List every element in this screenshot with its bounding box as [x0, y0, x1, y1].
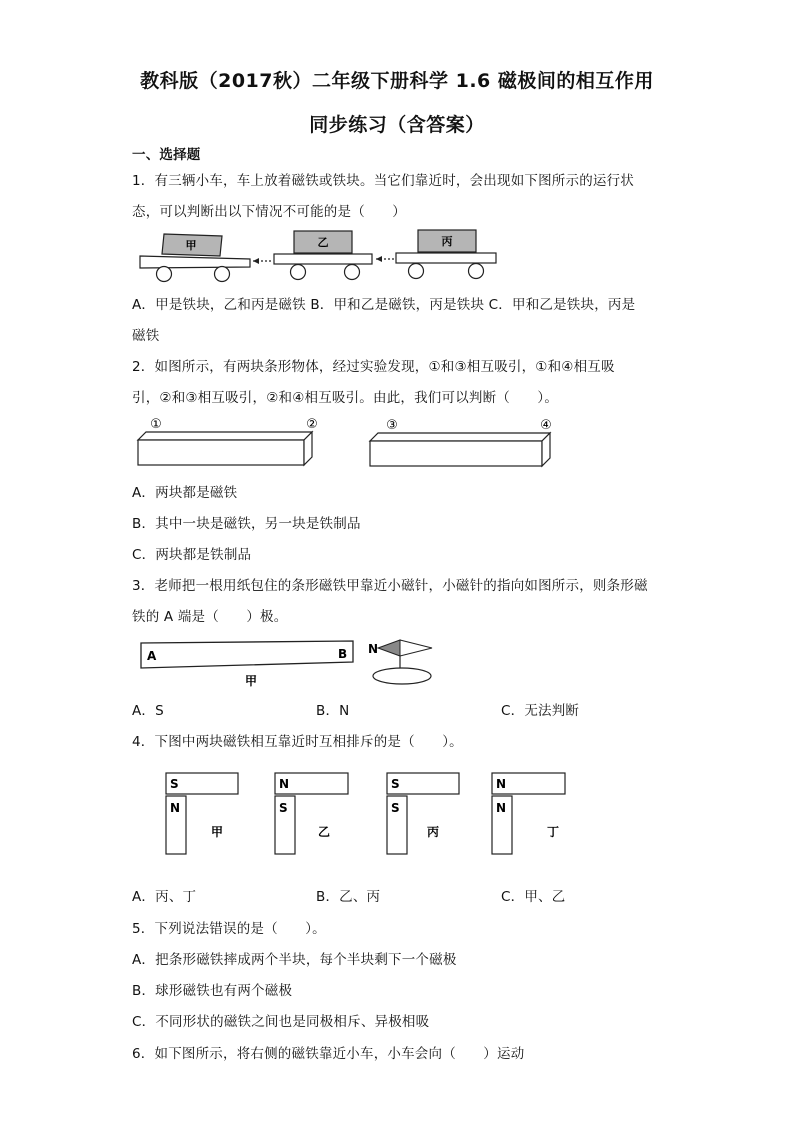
- car-jia-body: [140, 256, 250, 268]
- bar-left-top: [138, 432, 312, 440]
- magnet-pair-yi: [275, 773, 348, 854]
- car-bing-wheel: [469, 264, 484, 279]
- car-bing-body: [396, 253, 496, 263]
- bar-right-front: [370, 441, 542, 466]
- car-yi-wheel: [345, 265, 360, 280]
- q3-option-b: B．N: [316, 703, 350, 719]
- pair-yi-label: 乙: [317, 825, 331, 839]
- magnet-end-b: B: [338, 647, 348, 661]
- q4-magnets-figure: [160, 770, 590, 860]
- bar-left-front: [138, 440, 304, 465]
- q5-option-b: B．球形磁铁也有两个磁极: [132, 983, 293, 999]
- q4-option-a: A．丙、丁: [132, 889, 197, 905]
- q2-stem-line-1: 2．如图所示，有两块条形物体，经过实验发现，①和③相互吸引，①和④相互吸: [132, 359, 615, 375]
- q6-stem: 6．如下图所示，将右侧的磁铁靠近小车，小车会向（ ）运动: [132, 1046, 525, 1062]
- magnet-pair-bing: [387, 773, 459, 854]
- label-1: ①: [150, 417, 162, 432]
- bar-right-top: [370, 433, 550, 441]
- q2-bars-figure: [134, 414, 564, 470]
- q3-option-a: A．S: [132, 703, 164, 719]
- pair-bing-top-pole: S: [391, 777, 400, 791]
- q5-option-a: A．把条形磁铁摔成两个半块，每个半块剩下一个磁极: [132, 952, 457, 968]
- needle-north: [378, 640, 400, 656]
- bar-left: [138, 432, 312, 465]
- pair-ding-top-pole: N: [496, 777, 507, 791]
- label-4: ④: [540, 418, 552, 433]
- page-title-line-2: 同步练习（含答案）: [309, 114, 485, 136]
- q4-option-c: C．甲、乙: [501, 889, 566, 905]
- q1-arrow-1-head: [253, 258, 259, 264]
- q4-option-b: B．乙、丙: [316, 889, 381, 905]
- section-heading-choice: 一、选择题: [132, 147, 201, 163]
- q1-options-line-2: 磁铁: [132, 328, 160, 344]
- pair-jia-bottom-pole: N: [170, 801, 181, 815]
- pair-jia-top-pole: S: [170, 777, 179, 791]
- magnet-end-a: A: [147, 649, 157, 663]
- q2-option-a: A．两块都是磁铁: [132, 485, 238, 501]
- q1-options-line-1: A．甲是铁块，乙和丙是磁铁 B．甲和乙是磁铁，丙是铁块 C．甲和乙是铁块，丙是: [132, 297, 636, 313]
- car-bing-wheel: [409, 264, 424, 279]
- pair-ding-label: 丁: [546, 825, 560, 839]
- label-2: ②: [306, 417, 318, 432]
- q5-stem: 5．下列说法错误的是（ ）。: [132, 921, 326, 937]
- magnet-jia-label: 甲: [244, 674, 258, 688]
- q4-stem: 4．下图中两块磁铁相互靠近时互相排斥的是（ ）。: [132, 734, 463, 750]
- needle-south: [400, 640, 432, 656]
- car-yi-wheel: [291, 265, 306, 280]
- car-jia-wheel: [157, 267, 172, 282]
- magnet-pair-jia: [166, 773, 238, 854]
- q1-arrow-2-head: [376, 256, 382, 262]
- car-jia-wheel: [215, 267, 230, 282]
- car-yi-label: 乙: [317, 236, 329, 249]
- car-yi-body: [274, 254, 372, 264]
- pair-bing-label: 丙: [426, 825, 440, 839]
- pair-bing-bottom-pole: S: [391, 801, 400, 815]
- label-3: ③: [386, 418, 398, 433]
- needle-n-label: N: [368, 642, 379, 656]
- q2-option-b: B．其中一块是磁铁，另一块是铁制品: [132, 516, 361, 532]
- car-bing: [396, 230, 496, 279]
- q1-stem-line-2: 态，可以判断出以下情况不可能的是（ ）: [132, 204, 406, 220]
- q3-magnet-figure: [138, 634, 438, 690]
- pair-ding-bottom-pole: N: [496, 801, 507, 815]
- q1-cars-figure: [136, 226, 498, 284]
- q3-option-c: C．无法判断: [501, 703, 580, 719]
- pair-jia-label: 甲: [210, 825, 224, 839]
- bar-right: [370, 433, 550, 466]
- q3-stem-line-2: 铁的 A 端是（ ）极。: [132, 609, 288, 625]
- q5-option-c: C．不同形状的磁铁之间也是同极相斥、异极相吸: [132, 1014, 430, 1030]
- q2-option-c: C．两块都是铁制品: [132, 547, 252, 563]
- car-yi: [274, 231, 372, 280]
- car-jia: [140, 234, 250, 282]
- magnet-jia: [141, 641, 353, 668]
- pair-yi-bottom-pole: S: [279, 801, 288, 815]
- page-title-line-1: 教科版（2017秋）二年级下册科学 1.6 磁极间的相互作用: [140, 70, 654, 92]
- magnet-pair-ding: [492, 773, 565, 854]
- car-bing-label: 丙: [441, 235, 453, 248]
- compass-base: [373, 668, 431, 684]
- q2-stem-line-2: 引，②和③相互吸引，②和④相互吸引。由此，我们可以判断（ ）。: [132, 390, 559, 406]
- q3-stem-line-1: 3．老师把一根用纸包住的条形磁铁甲靠近小磁针，小磁针的指向如图所示，则条形磁: [132, 578, 648, 594]
- pair-yi-top-pole: N: [279, 777, 290, 791]
- q1-stem-line-1: 1．有三辆小车，车上放着磁铁或铁块。当它们靠近时，会出现如下图所示的运行状: [132, 173, 634, 189]
- car-jia-label: 甲: [185, 239, 197, 252]
